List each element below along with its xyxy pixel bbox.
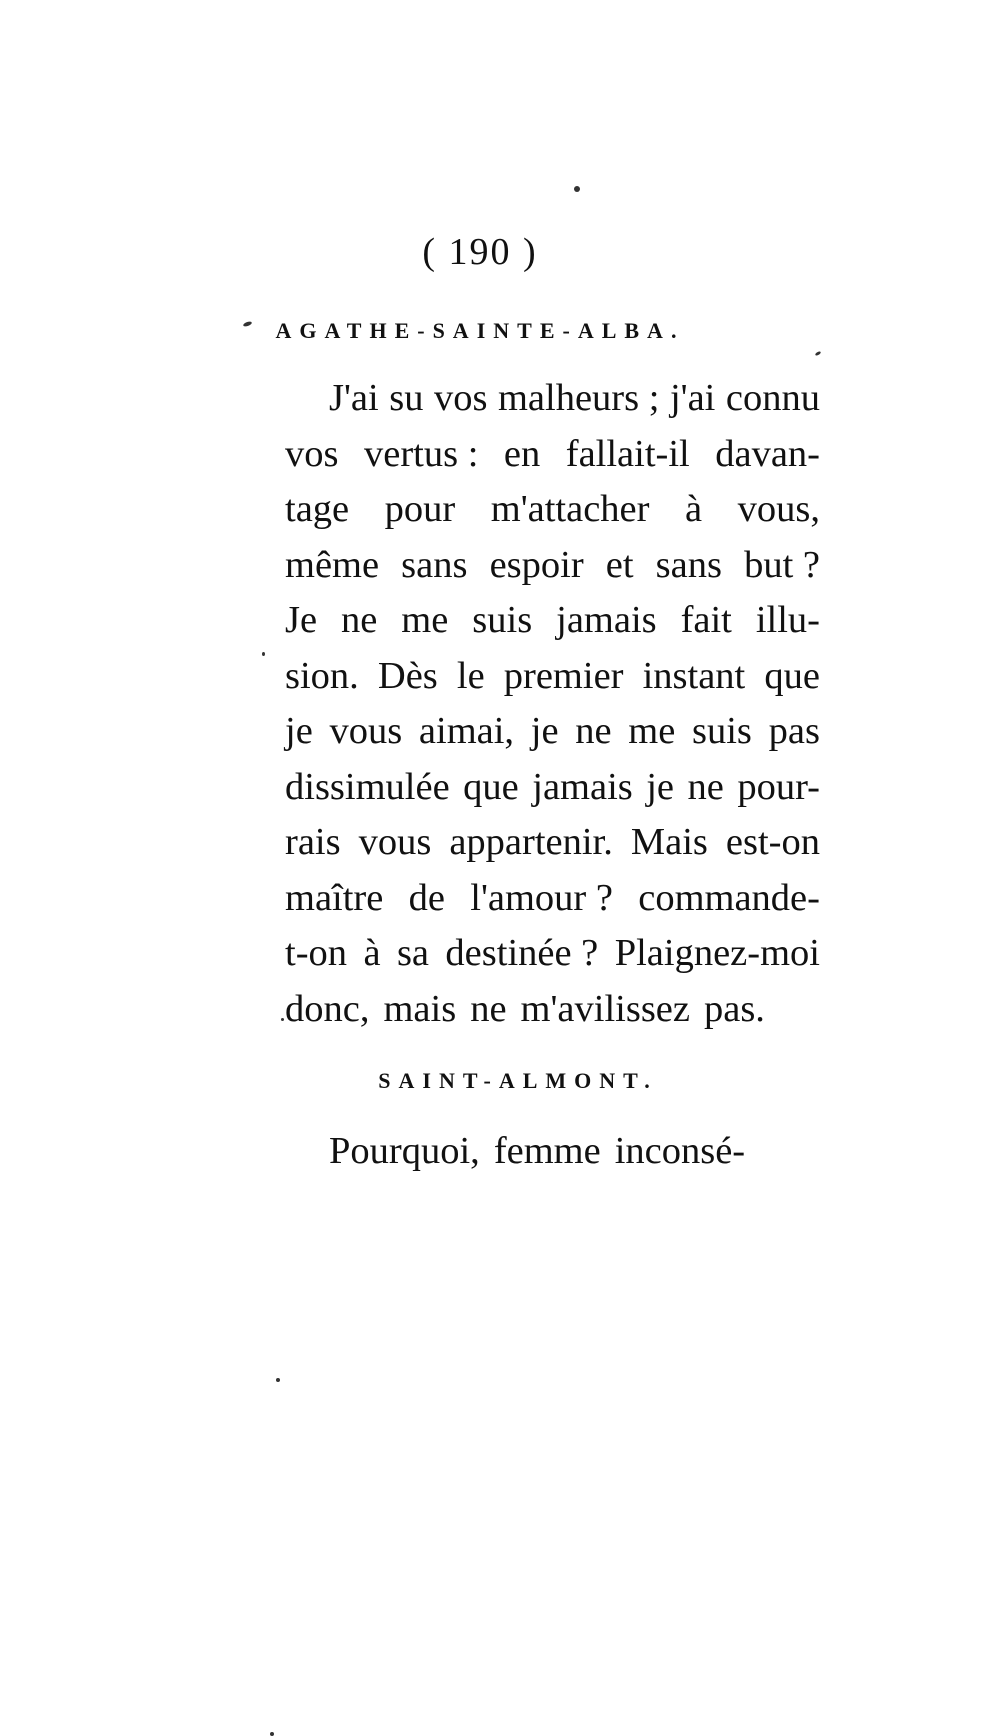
word: en <box>503 432 541 475</box>
word: à <box>685 488 703 530</box>
word: femme <box>493 1130 601 1172</box>
word: suis <box>692 710 752 752</box>
word: vous <box>329 710 403 752</box>
word: même <box>285 543 380 586</box>
word: premier <box>503 654 624 697</box>
text-line <box>285 1124 820 1180</box>
word: dissimulée <box>285 765 450 808</box>
text-line <box>285 593 820 649</box>
word: donc, <box>285 987 370 1030</box>
word: que <box>463 765 519 808</box>
word: mais <box>383 987 457 1030</box>
dialogue-saint-almont <box>285 1124 820 1180</box>
word: je <box>530 710 559 752</box>
word: instant <box>642 654 746 697</box>
word: fait <box>680 599 732 641</box>
word: pas <box>768 710 820 752</box>
word: ne <box>687 765 724 808</box>
word: su <box>389 377 424 419</box>
ink-speck <box>270 1732 274 1736</box>
word: ne <box>341 599 378 641</box>
word: sans <box>401 543 468 586</box>
ink-speck <box>262 652 265 656</box>
word: sans <box>655 543 722 586</box>
text-line <box>285 649 820 705</box>
word: pour- <box>737 765 820 808</box>
text-line <box>285 926 820 982</box>
word: suis <box>472 599 533 641</box>
speaker-name-saint-almont: SAINT-ALMONT. <box>378 1068 658 1093</box>
word: pas. <box>703 987 765 1030</box>
word: Plaignez-moi <box>614 932 820 974</box>
text-line <box>285 704 820 760</box>
word: le <box>456 654 485 697</box>
word: Pourquoi, <box>329 1130 480 1172</box>
word: pour <box>384 488 456 530</box>
text-line <box>285 538 820 594</box>
word: à <box>363 932 381 974</box>
word: malheurs ; <box>497 377 660 419</box>
word: illu- <box>755 599 820 641</box>
word: davan- <box>715 432 820 475</box>
word: connu <box>725 377 820 419</box>
word: et <box>605 543 634 586</box>
word: espoir <box>489 543 584 586</box>
word: aimai, <box>418 710 515 752</box>
word: J'ai <box>329 377 379 419</box>
text-line <box>285 982 820 1038</box>
word: vos <box>285 432 339 475</box>
word: vous, <box>737 488 820 530</box>
word: j'ai <box>669 377 716 419</box>
word: Mais <box>630 821 708 863</box>
word: appartenir. <box>449 821 613 863</box>
word: but ? <box>744 543 820 586</box>
word: je <box>285 710 313 752</box>
word: vertus : <box>363 432 479 475</box>
ink-speck <box>574 186 580 192</box>
text-line <box>285 371 820 427</box>
word: l'amour ? <box>470 876 613 919</box>
ink-speck <box>276 1378 280 1382</box>
word: fallait-il <box>565 432 690 475</box>
word: rais <box>285 821 341 863</box>
text-line <box>285 482 820 538</box>
word: me <box>401 599 449 641</box>
dialogue-agathe <box>285 371 820 1037</box>
text-line <box>285 760 820 816</box>
word: commande- <box>638 876 820 919</box>
text-line <box>285 815 820 871</box>
word: m'attacher <box>490 488 650 530</box>
text-line <box>285 427 820 483</box>
word: t-on <box>285 932 348 974</box>
word: vos <box>433 377 488 419</box>
word: maître <box>285 876 384 919</box>
page-number: ( 190 ) <box>422 231 538 273</box>
ink-speck <box>815 351 822 357</box>
word: est-on <box>725 821 820 863</box>
word: vous <box>358 821 432 863</box>
word: inconsé- <box>614 1130 746 1172</box>
word: Dès <box>377 654 438 697</box>
word: de <box>408 876 445 919</box>
word: me <box>628 710 676 752</box>
word: tage <box>285 488 350 530</box>
speaker-name-agathe: AGATHE-SAINTE-ALBA. <box>275 318 685 343</box>
word: je <box>646 765 675 808</box>
word: ne <box>470 987 507 1030</box>
word: sa <box>396 932 430 974</box>
word: sion. <box>285 654 359 697</box>
word: ne <box>575 710 612 752</box>
word: jamais <box>556 599 657 641</box>
word: jamais <box>532 765 633 808</box>
word: que <box>764 654 820 697</box>
text-line <box>285 871 820 927</box>
ink-speck <box>281 1018 284 1021</box>
word: m'avilissez <box>520 987 690 1030</box>
word: destinée ? <box>445 932 599 974</box>
word: Je <box>285 599 318 641</box>
